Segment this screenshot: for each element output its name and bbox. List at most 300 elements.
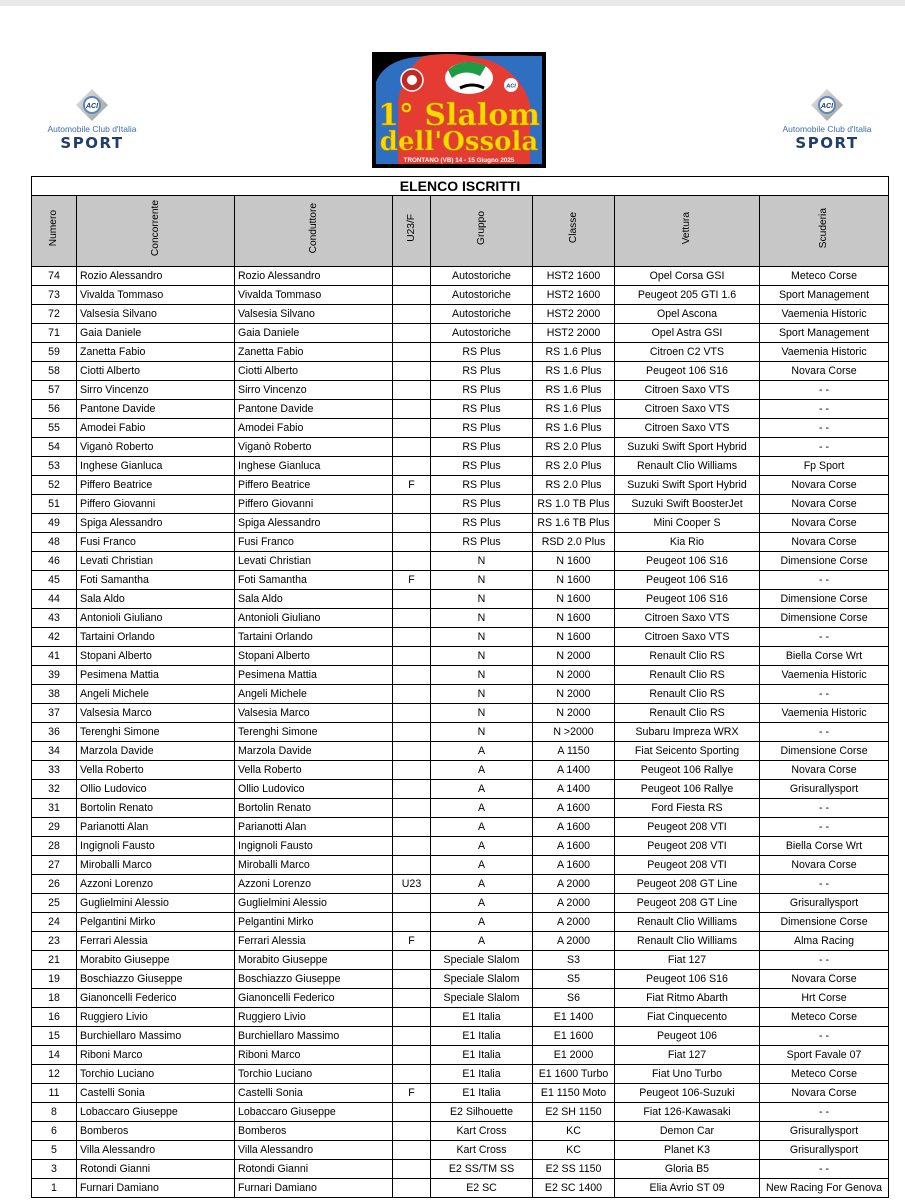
cell-scuderia: Dimensione Corse [760,609,889,628]
table-body [32,267,889,1198]
cell-concorrente: Burchiellaro Massimo [77,1027,235,1046]
aci-sport-logo-left [37,88,147,158]
cell-concorrente: Pantone Davide [77,400,235,419]
cell-scuderia: Meteco Corse [760,1065,889,1084]
cell-scuderia: Vaemenia Historic [760,343,889,362]
cell-u23f [393,438,431,457]
table-row [32,495,889,514]
cell-u23f [393,324,431,343]
cell-concorrente: Morabito Giuseppe [77,951,235,970]
table-row [32,533,889,552]
cell-gruppo: A [431,837,533,856]
cell-conduttore: Bortolin Renato [235,799,393,818]
cell-classe: N >2000 [533,723,615,742]
cell-numero: 14 [32,1046,77,1065]
cell-scuderia: - - [760,438,889,457]
cell-numero: 26 [32,875,77,894]
cell-conduttore: Marzola Davide [235,742,393,761]
cell-numero: 18 [32,989,77,1008]
cell-scuderia: - - [760,1027,889,1046]
cell-scuderia: Novara Corse [760,1084,889,1103]
cell-concorrente: Azzoni Lorenzo [77,875,235,894]
cell-numero: 3 [32,1160,77,1179]
cell-gruppo: RS Plus [431,400,533,419]
cell-concorrente: Angeli Michele [77,685,235,704]
page-top-bar [0,0,905,6]
cell-classe: N 1600 [533,628,615,647]
cell-gruppo: E1 Italia [431,1008,533,1027]
cell-conduttore: Ingignoli Fausto [235,837,393,856]
cell-concorrente: Fusi Franco [77,533,235,552]
cell-gruppo: N [431,571,533,590]
cell-scuderia: Novara Corse [760,514,889,533]
cell-u23f [393,1065,431,1084]
table-row [32,419,889,438]
cell-vettura: Renault Clio RS [615,704,760,723]
cell-concorrente: Bortolin Renato [77,799,235,818]
cell-gruppo: RS Plus [431,476,533,495]
cell-vettura: Fiat 127 [615,951,760,970]
table-row [32,913,889,932]
cell-scuderia: - - [760,1160,889,1179]
column-header-label: Numero [48,209,59,247]
cell-u23f [393,1046,431,1065]
cell-gruppo: E1 Italia [431,1027,533,1046]
cell-gruppo: A [431,875,533,894]
cell-conduttore: Pesimena Mattia [235,666,393,685]
cell-classe: A 2000 [533,875,615,894]
column-header-label: Gruppo [475,211,487,245]
cell-u23f [393,1179,431,1198]
cell-scuderia: Vaemenia Historic [760,704,889,723]
cell-gruppo: E2 SS/TM SS [431,1160,533,1179]
cell-scuderia: Novara Corse [760,362,889,381]
table-row [32,286,889,305]
cell-concorrente: Sala Aldo [77,590,235,609]
cell-u23f [393,799,431,818]
table-row [32,571,889,590]
cell-scuderia: - - [760,419,889,438]
cell-conduttore: Piffero Giovanni [235,495,393,514]
cell-vettura: Gloria B5 [615,1160,760,1179]
cell-concorrente: Vella Roberto [77,761,235,780]
event-title-line2: dell'Ossola [379,127,539,157]
cell-concorrente: Gaia Daniele [77,324,235,343]
cell-vettura: Demon Car [615,1122,760,1141]
cell-classe: KC [533,1122,615,1141]
cell-gruppo: A [431,818,533,837]
table-row [32,514,889,533]
cell-classe: S3 [533,951,615,970]
cell-gruppo: RS Plus [431,343,533,362]
cell-u23f [393,1027,431,1046]
cell-u23f [393,1122,431,1141]
cell-gruppo: Kart Cross [431,1141,533,1160]
cell-u23f [393,780,431,799]
cell-conduttore: Vivalda Tommaso [235,286,393,305]
table-row [32,324,889,343]
cell-conduttore: Boschiazzo Giuseppe [235,970,393,989]
cell-numero: 8 [32,1103,77,1122]
cell-u23f: U23 [393,875,431,894]
cell-vettura: Citroen Saxo VTS [615,400,760,419]
cell-scuderia: Sport Favale 07 [760,1046,889,1065]
cell-numero: 49 [32,514,77,533]
cell-gruppo: RS Plus [431,381,533,400]
cell-u23f [393,362,431,381]
cell-conduttore: Levati Christian [235,552,393,571]
cell-scuderia: Biella Corse Wrt [760,647,889,666]
table-row [32,723,889,742]
table-row [32,1160,889,1179]
cell-conduttore: Spiga Alessandro [235,514,393,533]
svg-text:ACI: ACI [85,103,99,110]
cell-classe: A 1600 [533,818,615,837]
cell-gruppo: Autostoriche [431,305,533,324]
entry-list-table [31,176,889,1198]
cell-concorrente: Bomberos [77,1122,235,1141]
cell-numero: 57 [32,381,77,400]
cell-numero: 6 [32,1122,77,1141]
cell-vettura: Peugeot 106 [615,1027,760,1046]
table-row [32,438,889,457]
cell-concorrente: Foti Samantha [77,571,235,590]
cell-classe: A 2000 [533,894,615,913]
cell-numero: 46 [32,552,77,571]
cell-concorrente: Riboni Marco [77,1046,235,1065]
cell-u23f: F [393,476,431,495]
cell-concorrente: Gianoncelli Federico [77,989,235,1008]
cell-numero: 28 [32,837,77,856]
aci-sport-wordmark: SPORT [60,134,124,152]
cell-vettura: Subaru Impreza WRX [615,723,760,742]
column-header [615,196,760,267]
cell-classe: A 1400 [533,780,615,799]
cell-concorrente: Valsesia Marco [77,704,235,723]
aci-sport-logo-right [772,88,882,158]
cell-gruppo: Kart Cross [431,1122,533,1141]
table-header-row [32,196,889,267]
cell-conduttore: Valsesia Silvano [235,305,393,324]
cell-vettura: Renault Clio RS [615,685,760,704]
cell-gruppo: N [431,590,533,609]
table-row [32,1103,889,1122]
column-header-label: Conduttore [307,202,319,254]
cell-gruppo: A [431,913,533,932]
cell-gruppo: RS Plus [431,457,533,476]
cell-concorrente: Vivalda Tommaso [77,286,235,305]
column-header [32,196,77,267]
aci-caption: Automobile Club d'Italia [782,124,872,134]
cell-numero: 48 [32,533,77,552]
cell-scuderia: Dimensione Corse [760,913,889,932]
cell-vettura: Renault Clio RS [615,647,760,666]
cell-classe: RS 1.6 TB Plus [533,514,615,533]
cell-classe: N 2000 [533,647,615,666]
cell-conduttore: Pelgantini Mirko [235,913,393,932]
cell-vettura: Citroen Saxo VTS [615,609,760,628]
cell-scuderia: - - [760,951,889,970]
cell-conduttore: Ferrari Alessia [235,932,393,951]
cell-concorrente: Pelgantini Mirko [77,913,235,932]
cell-scuderia: Grisurallysport [760,1141,889,1160]
column-header [235,196,393,267]
column-header-label: Concorrente [149,199,161,257]
table-row [32,590,889,609]
cell-vettura: Citroen Saxo VTS [615,381,760,400]
table-row [32,932,889,951]
cell-numero: 56 [32,400,77,419]
cell-vettura: Renault Clio RS [615,666,760,685]
table-row [32,1065,889,1084]
cell-vettura: Fiat 127 [615,1046,760,1065]
cell-numero: 16 [32,1008,77,1027]
cell-u23f [393,514,431,533]
cell-gruppo: E2 Silhouette [431,1103,533,1122]
cell-classe: E2 SH 1150 [533,1103,615,1122]
cell-scuderia: Novara Corse [760,476,889,495]
cell-u23f [393,343,431,362]
cell-gruppo: RS Plus [431,514,533,533]
cell-numero: 42 [32,628,77,647]
cell-u23f [393,856,431,875]
cell-classe: N 1600 [533,590,615,609]
cell-concorrente: Ingignoli Fausto [77,837,235,856]
table-row [32,704,889,723]
cell-u23f: F [393,571,431,590]
cell-vettura: Peugeot 208 GT Line [615,875,760,894]
cell-conduttore: Valsesia Marco [235,704,393,723]
cell-vettura: Opel Ascona [615,305,760,324]
cell-scuderia: Grisurallysport [760,780,889,799]
cell-scuderia: - - [760,1103,889,1122]
cell-vettura: Peugeot 106 Rallye [615,761,760,780]
cell-concorrente: Villa Alessandro [77,1141,235,1160]
cell-concorrente: Furnari Damiano [77,1179,235,1198]
cell-numero: 37 [32,704,77,723]
cell-classe: E1 2000 [533,1046,615,1065]
cell-numero: 21 [32,951,77,970]
cell-concorrente: Valsesia Silvano [77,305,235,324]
cell-gruppo: N [431,685,533,704]
cell-numero: 55 [32,419,77,438]
cell-classe: A 1600 [533,837,615,856]
cell-vettura: Peugeot 208 VTI [615,818,760,837]
cell-numero: 33 [32,761,77,780]
cell-numero: 58 [32,362,77,381]
table-row [32,343,889,362]
cell-vettura: Peugeot 106 S16 [615,590,760,609]
cell-u23f [393,628,431,647]
cell-u23f [393,723,431,742]
cell-scuderia: - - [760,628,889,647]
cell-classe: A 1400 [533,761,615,780]
cell-gruppo: Speciale Slalom [431,989,533,1008]
cell-conduttore: Stopani Alberto [235,647,393,666]
cell-classe: RS 1.6 Plus [533,400,615,419]
aci-emblem-icon [810,88,844,122]
cell-u23f [393,400,431,419]
cell-scuderia: Sport Management [760,286,889,305]
cell-classe: HST2 2000 [533,324,615,343]
cell-conduttore: Foti Samantha [235,571,393,590]
cell-scuderia: Vaemenia Historic [760,666,889,685]
cell-vettura: Mini Cooper S [615,514,760,533]
table-row [32,1046,889,1065]
cell-numero: 12 [32,1065,77,1084]
cell-numero: 71 [32,324,77,343]
cell-vettura: Suzuki Swift Sport Hybrid [615,438,760,457]
cell-numero: 38 [32,685,77,704]
cell-vettura: Peugeot 208 VTI [615,856,760,875]
table-row [32,761,889,780]
event-dates: TRONTANO (VB) 14 - 15 Giugno 2025 [403,157,515,164]
cell-vettura: Planet K3 [615,1141,760,1160]
cell-conduttore: Rozio Alessandro [235,267,393,286]
cell-u23f [393,457,431,476]
cell-scuderia: - - [760,875,889,894]
cell-scuderia: Novara Corse [760,761,889,780]
cell-conduttore: Inghese Gianluca [235,457,393,476]
cell-classe: RS 2.0 Plus [533,476,615,495]
table-row [32,856,889,875]
table-row [32,875,889,894]
cell-concorrente: Terenghi Simone [77,723,235,742]
cell-vettura: Peugeot 106 Rallye [615,780,760,799]
cell-classe: A 1600 [533,856,615,875]
cell-u23f [393,381,431,400]
cell-u23f [393,286,431,305]
cell-classe: RS 1.6 Plus [533,362,615,381]
table-row [32,647,889,666]
cell-numero: 59 [32,343,77,362]
table-row [32,1084,889,1103]
table-row [32,685,889,704]
cell-u23f: F [393,1084,431,1103]
cell-u23f [393,305,431,324]
cell-scuderia: Sport Management [760,324,889,343]
cell-concorrente: Ollio Ludovico [77,780,235,799]
cell-conduttore: Rotondi Gianni [235,1160,393,1179]
cell-scuderia: Alma Racing [760,932,889,951]
cell-gruppo: A [431,780,533,799]
cell-concorrente: Castelli Sonia [77,1084,235,1103]
table-row [32,628,889,647]
cell-gruppo: Speciale Slalom [431,951,533,970]
cell-numero: 74 [32,267,77,286]
table-row [32,267,889,286]
cell-numero: 11 [32,1084,77,1103]
aci-sport-wordmark: SPORT [795,134,859,152]
cell-vettura: Peugeot 106 S16 [615,970,760,989]
cell-gruppo: E1 Italia [431,1046,533,1065]
table-row [32,457,889,476]
cell-conduttore: Pantone Davide [235,400,393,419]
cell-scuderia: - - [760,685,889,704]
cell-scuderia: Fp Sport [760,457,889,476]
column-header [760,196,889,267]
cell-vettura: Renault Clio Williams [615,913,760,932]
cell-gruppo: A [431,894,533,913]
cell-classe: KC [533,1141,615,1160]
cell-scuderia: Grisurallysport [760,1122,889,1141]
table-row [32,666,889,685]
cell-numero: 72 [32,305,77,324]
cell-vettura: Renault Clio Williams [615,932,760,951]
cell-vettura: Fiat Uno Turbo [615,1065,760,1084]
cell-concorrente: Torchio Luciano [77,1065,235,1084]
cell-conduttore: Lobaccaro Giuseppe [235,1103,393,1122]
cell-conduttore: Gaia Daniele [235,324,393,343]
cell-concorrente: Piffero Giovanni [77,495,235,514]
cell-u23f [393,951,431,970]
cell-gruppo: RS Plus [431,362,533,381]
cell-classe: E1 1400 [533,1008,615,1027]
cell-numero: 51 [32,495,77,514]
cell-gruppo: RS Plus [431,438,533,457]
table-row [32,1122,889,1141]
cell-conduttore: Vella Roberto [235,761,393,780]
cell-concorrente: Tartaini Orlando [77,628,235,647]
cell-gruppo: Autostoriche [431,286,533,305]
cell-vettura: Opel Corsa GSI [615,267,760,286]
cell-u23f [393,1008,431,1027]
cell-classe: E2 SC 1400 [533,1179,615,1198]
cell-gruppo: N [431,704,533,723]
table-row [32,894,889,913]
table-row [32,1141,889,1160]
cell-classe: HST2 1600 [533,267,615,286]
cell-numero: 27 [32,856,77,875]
svg-text:ACI: ACI [820,103,834,110]
cell-gruppo: N [431,552,533,571]
cell-concorrente: Amodei Fabio [77,419,235,438]
cell-classe: A 2000 [533,932,615,951]
cell-concorrente: Levati Christian [77,552,235,571]
cell-scuderia: Grisurallysport [760,894,889,913]
aci-caption: Automobile Club d'Italia [47,124,137,134]
cell-u23f: F [393,932,431,951]
cell-vettura: Peugeot 205 GTI 1.6 [615,286,760,305]
cell-conduttore: Guglielmini Alessio [235,894,393,913]
cell-gruppo: N [431,647,533,666]
cell-gruppo: A [431,856,533,875]
cell-vettura: Opel Astra GSI [615,324,760,343]
cell-u23f [393,685,431,704]
cell-classe: E2 SS 1150 [533,1160,615,1179]
cell-u23f [393,970,431,989]
cell-conduttore: Villa Alessandro [235,1141,393,1160]
cell-u23f [393,837,431,856]
column-header-label: Scuderia [818,207,830,249]
cell-numero: 44 [32,590,77,609]
column-header [77,196,235,267]
cell-gruppo: Speciale Slalom [431,970,533,989]
cell-gruppo: RS Plus [431,419,533,438]
cell-u23f [393,609,431,628]
cell-conduttore: Bomberos [235,1122,393,1141]
cell-conduttore: Ciotti Alberto [235,362,393,381]
cell-conduttore: Sirro Vincenzo [235,381,393,400]
cell-conduttore: Parianotti Alan [235,818,393,837]
cell-vettura: Ford Fiesta RS [615,799,760,818]
cell-numero: 39 [32,666,77,685]
cell-scuderia: Dimensione Corse [760,590,889,609]
event-title-line1: 1° Slalom [378,98,540,133]
cell-vettura: Fiat 126-Kawasaki [615,1103,760,1122]
table-row [32,1008,889,1027]
cell-gruppo: N [431,723,533,742]
